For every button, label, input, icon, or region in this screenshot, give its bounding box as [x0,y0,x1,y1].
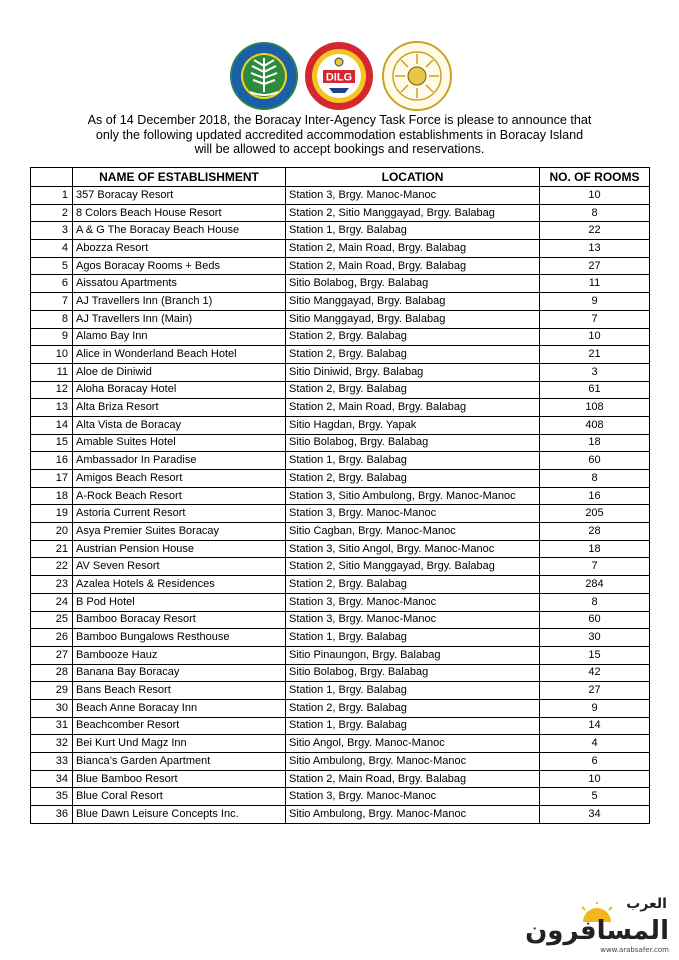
table-row [31,416,650,434]
room-count: 18 [540,434,650,452]
establishment-name: Amigos Beach Resort [73,470,286,488]
watermark-logo [525,892,675,954]
establishment-name: Alta Briza Resort [73,399,286,417]
establishment-name: AJ Travellers Inn (Main) [73,310,286,328]
row-number: 12 [31,381,73,399]
establishment-name: Alice in Wonderland Beach Hotel [73,346,286,364]
room-count: 10 [540,770,650,788]
establishment-location: Station 1, Brgy. Balabag [286,717,540,735]
table-row [31,629,650,647]
establishment-name: Azalea Hotels & Residences [73,576,286,594]
row-number: 10 [31,346,73,364]
establishment-name: Alta Vista de Boracay [73,416,286,434]
room-count: 11 [540,275,650,293]
table-row [31,363,650,381]
room-count: 8 [540,470,650,488]
establishment-name: B Pod Hotel [73,593,286,611]
table-row [31,293,650,311]
row-number: 20 [31,523,73,541]
establishment-name: Austrian Pension House [73,540,286,558]
establishment-location: Station 2, Main Road, Brgy. Balabag [286,240,540,258]
row-number: 3 [31,222,73,240]
announcement-text [70,113,609,157]
watermark-site-text: www.arabsafer.com [600,946,669,954]
table-row [31,646,650,664]
establishment-name: Blue Coral Resort [73,788,286,806]
establishment-location: Sitio Pinaungon, Brgy. Balabag [286,646,540,664]
establishment-name: Amable Suites Hotel [73,434,286,452]
room-count: 61 [540,381,650,399]
agency-seals [0,40,679,115]
row-number: 21 [31,540,73,558]
row-number: 36 [31,806,73,824]
establishment-name: Alamo Bay Inn [73,328,286,346]
room-count: 7 [540,558,650,576]
establishment-name: 8 Colors Beach House Resort [73,204,286,222]
row-number: 8 [31,310,73,328]
establishment-name: Bamboo Bungalows Resthouse [73,629,286,647]
row-number: 27 [31,646,73,664]
establishment-location: Station 2, Brgy. Balabag [286,328,540,346]
establishment-location: Station 1, Brgy. Balabag [286,222,540,240]
room-count: 27 [540,682,650,700]
table-row [31,682,650,700]
room-count: 108 [540,399,650,417]
room-count: 60 [540,611,650,629]
establishment-name: Blue Bamboo Resort [73,770,286,788]
room-count: 284 [540,576,650,594]
table-row [31,346,650,364]
establishment-location: Station 2, Main Road, Brgy. Balabag [286,257,540,275]
table-row [31,523,650,541]
announcement-line-1: As of 14 December 2018, the Boracay Inter-Agency Task Force is please to announce that [87,113,592,127]
row-number: 9 [31,328,73,346]
establishment-name: Agos Boracay Rooms + Beds [73,257,286,275]
establishment-name: Abozza Resort [73,240,286,258]
table-row [31,593,650,611]
establishment-name: Ambassador In Paradise [73,452,286,470]
establishment-location: Sitio Manggayad, Brgy. Balabag [286,293,540,311]
table-row [31,275,650,293]
establishment-location: Station 3, Sitio Ambulong, Brgy. Manoc-Manoc [286,487,540,505]
header-number [31,168,73,187]
table-row [31,770,650,788]
row-number: 18 [31,487,73,505]
row-number: 2 [31,204,73,222]
denr-seal-logo [228,40,300,112]
watermark-top-text: العرب [626,896,667,912]
establishment-name: Asya Premier Suites Boracay [73,523,286,541]
room-count: 9 [540,293,650,311]
room-count: 10 [540,328,650,346]
table-header-row [31,168,650,187]
room-count: 42 [540,664,650,682]
room-count: 9 [540,699,650,717]
establishment-location: Station 1, Brgy. Balabag [286,629,540,647]
row-number: 6 [31,275,73,293]
establishment-location: Station 2, Brgy. Balabag [286,576,540,594]
establishment-name: Bamboo Boracay Resort [73,611,286,629]
establishment-name: Beach Anne Boracay Inn [73,699,286,717]
room-count: 22 [540,222,650,240]
room-count: 408 [540,416,650,434]
table-row [31,222,650,240]
table-row [31,558,650,576]
dilg-seal-logo [303,40,375,112]
table-row [31,505,650,523]
establishment-location: Sitio Bolabog, Brgy. Balabag [286,275,540,293]
row-number: 7 [31,293,73,311]
establishment-name: Aissatou Apartments [73,275,286,293]
table-row [31,187,650,205]
establishment-name: Bei Kurt Und Magz Inn [73,735,286,753]
establishment-name: Banana Bay Boracay [73,664,286,682]
establishment-name: 357 Boracay Resort [73,187,286,205]
row-number: 28 [31,664,73,682]
table-row [31,664,650,682]
dot-seal-logo [381,40,453,112]
room-count: 205 [540,505,650,523]
establishment-name: Bambooze Hauz [73,646,286,664]
announcement-line-3: will be allowed to accept bookings and reservations. [194,142,485,156]
table-row [31,399,650,417]
room-count: 5 [540,788,650,806]
establishment-location: Station 2, Brgy. Balabag [286,699,540,717]
establishment-location: Station 3, Sitio Angol, Brgy. Manoc-Manoc [286,540,540,558]
row-number: 14 [31,416,73,434]
establishment-location: Station 3, Brgy. Manoc-Manoc [286,187,540,205]
table-row [31,735,650,753]
room-count: 13 [540,240,650,258]
room-count: 28 [540,523,650,541]
row-number: 30 [31,699,73,717]
establishment-name: A & G The Boracay Beach House [73,222,286,240]
room-count: 30 [540,629,650,647]
establishment-location: Station 2, Sitio Manggayad, Brgy. Balabag [286,204,540,222]
establishment-location: Station 3, Brgy. Manoc-Manoc [286,788,540,806]
establishment-location: Sitio Ambulong, Brgy. Manoc-Manoc [286,753,540,771]
establishment-location: Sitio Hagdan, Brgy. Yapak [286,416,540,434]
row-number: 1 [31,187,73,205]
establishment-location: Station 2, Sitio Manggayad, Brgy. Balabag [286,558,540,576]
row-number: 32 [31,735,73,753]
table-row [31,806,650,824]
establishment-location: Station 3, Brgy. Manoc-Manoc [286,611,540,629]
establishment-location: Sitio Cagban, Brgy. Manoc-Manoc [286,523,540,541]
table-row [31,310,650,328]
row-number: 26 [31,629,73,647]
row-number: 22 [31,558,73,576]
room-count: 6 [540,753,650,771]
table-row [31,452,650,470]
establishment-location: Station 2, Brgy. Balabag [286,346,540,364]
establishment-location: Sitio Manggayad, Brgy. Balabag [286,310,540,328]
announcement-line-2: only the following updated accredited accommodation establishments in Boracay Island [95,127,584,142]
establishment-name: Beachcomber Resort [73,717,286,735]
establishment-name: Aloha Boracay Hotel [73,381,286,399]
room-count: 16 [540,487,650,505]
establishment-name: Astoria Current Resort [73,505,286,523]
room-count: 34 [540,806,650,824]
table-row [31,257,650,275]
table-row [31,540,650,558]
establishment-location: Sitio Bolabog, Brgy. Balabag [286,434,540,452]
svg-text:DILG: DILG [325,71,353,84]
table-row [31,470,650,488]
room-count: 14 [540,717,650,735]
room-count: 60 [540,452,650,470]
table-body [31,187,650,824]
establishment-location: Station 3, Brgy. Manoc-Manoc [286,505,540,523]
row-number: 17 [31,470,73,488]
room-count: 21 [540,346,650,364]
establishments-table [30,167,650,824]
establishment-location: Station 2, Main Road, Brgy. Balabag [286,399,540,417]
room-count: 8 [540,204,650,222]
row-number: 13 [31,399,73,417]
table-row [31,699,650,717]
table-row [31,204,650,222]
establishment-name: AV Seven Resort [73,558,286,576]
watermark-main-text: المسافرون [525,916,669,946]
room-count: 15 [540,646,650,664]
table-row [31,788,650,806]
table-row [31,434,650,452]
establishment-name: A-Rock Beach Resort [73,487,286,505]
row-number: 25 [31,611,73,629]
row-number: 11 [31,363,73,381]
establishment-location: Station 2, Main Road, Brgy. Balabag [286,770,540,788]
row-number: 15 [31,434,73,452]
establishment-name: Aloe de Diniwid [73,363,286,381]
row-number: 35 [31,788,73,806]
row-number: 34 [31,770,73,788]
row-number: 4 [31,240,73,258]
row-number: 31 [31,717,73,735]
row-number: 24 [31,593,73,611]
room-count: 10 [540,187,650,205]
establishment-name: Bianca’s Garden Apartment [73,753,286,771]
establishment-location: Station 1, Brgy. Balabag [286,452,540,470]
header-name: NAME OF ESTABLISHMENT [73,168,286,187]
establishment-location: Station 3, Brgy. Manoc-Manoc [286,593,540,611]
room-count: 8 [540,593,650,611]
establishment-location: Sitio Angol, Brgy. Manoc-Manoc [286,735,540,753]
table-row [31,753,650,771]
header-rooms: NO. OF ROOMS [540,168,650,187]
table-row [31,717,650,735]
room-count: 3 [540,363,650,381]
establishment-location: Sitio Diniwid, Brgy. Balabag [286,363,540,381]
establishment-location: Station 1, Brgy. Balabag [286,682,540,700]
room-count: 4 [540,735,650,753]
table-row [31,328,650,346]
establishment-location: Station 2, Brgy. Balabag [286,381,540,399]
establishment-location: Station 2, Brgy. Balabag [286,470,540,488]
table-row [31,381,650,399]
table-row [31,576,650,594]
row-number: 5 [31,257,73,275]
establishment-name: Bans Beach Resort [73,682,286,700]
row-number: 33 [31,753,73,771]
room-count: 7 [540,310,650,328]
row-number: 29 [31,682,73,700]
table-row [31,240,650,258]
table-row [31,487,650,505]
room-count: 18 [540,540,650,558]
table-row [31,611,650,629]
establishment-location: Sitio Ambulong, Brgy. Manoc-Manoc [286,806,540,824]
establishment-location: Sitio Bolabog, Brgy. Balabag [286,664,540,682]
establishment-name: Blue Dawn Leisure Concepts Inc. [73,806,286,824]
room-count: 27 [540,257,650,275]
row-number: 16 [31,452,73,470]
header-location: LOCATION [286,168,540,187]
row-number: 23 [31,576,73,594]
row-number: 19 [31,505,73,523]
establishment-name: AJ Travellers Inn (Branch 1) [73,293,286,311]
